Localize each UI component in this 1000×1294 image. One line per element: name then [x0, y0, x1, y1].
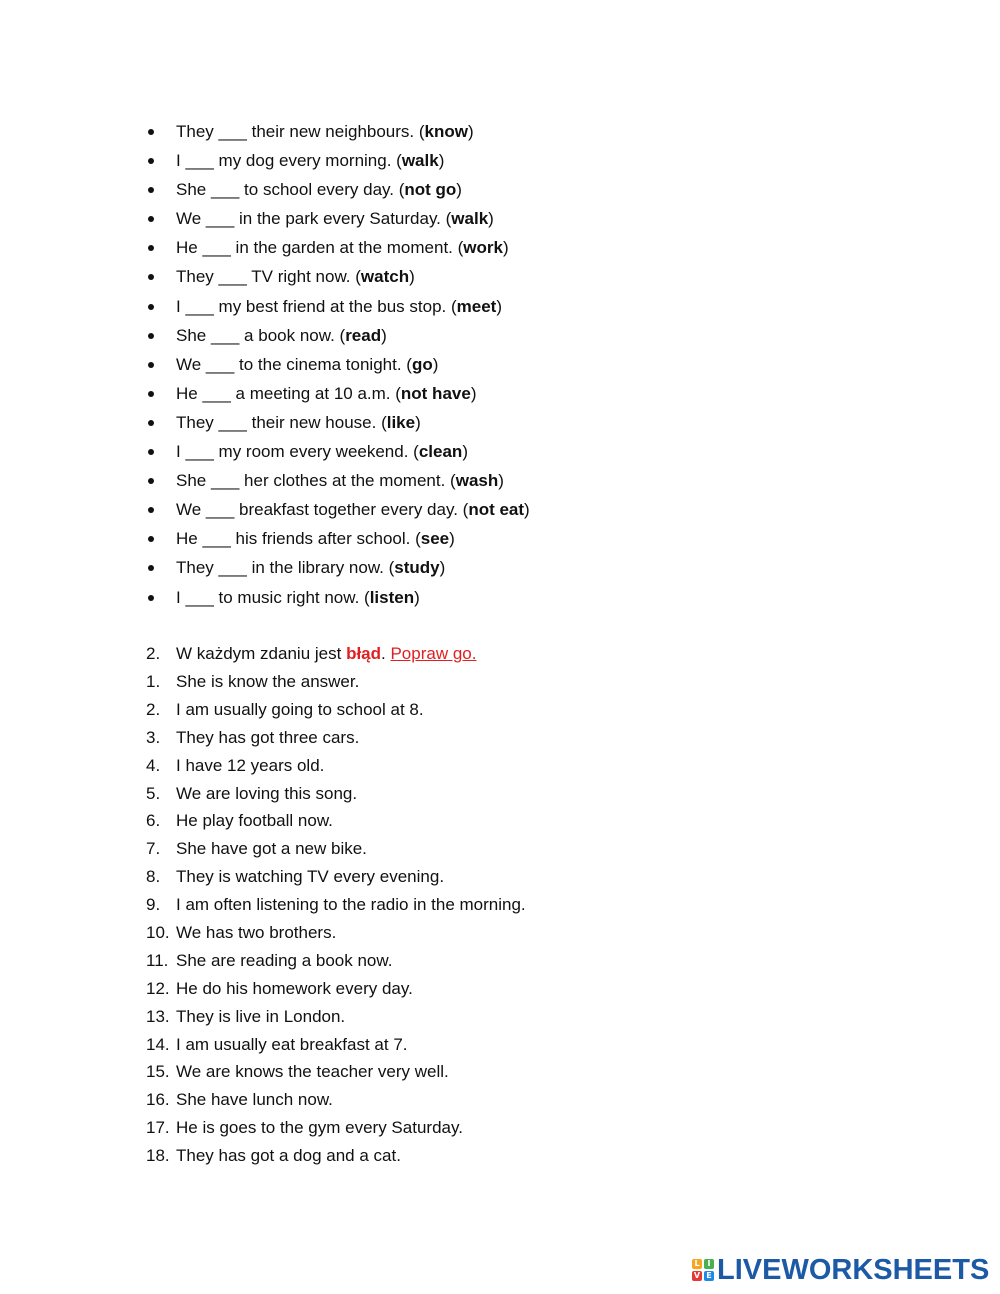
list-item [146, 975, 526, 1003]
verb-hint: read [345, 325, 382, 345]
instruction-text: W każdym zdaniu jest [176, 644, 347, 663]
verb-hint: wash [455, 471, 499, 491]
sentence-text: I ___ to music right now. ( [176, 587, 370, 607]
item-number: 3. [146, 727, 161, 747]
list-item [146, 891, 526, 919]
sentence-text: He ___ a meeting at 10 a.m. ( [176, 383, 401, 403]
sentence-text: We ___ to the cinema tonight. ( [176, 354, 412, 374]
instruction-period: . [381, 644, 391, 663]
bullet-item [146, 321, 530, 350]
list-item [146, 1058, 526, 1086]
sentence-text: We are knows the teacher very well. [176, 1062, 449, 1082]
verb-hint: meet [456, 296, 497, 316]
exercise-2-number: 2. [146, 644, 161, 663]
sentence-text: I ___ my room every weekend. ( [176, 442, 419, 462]
item-number: 17. [146, 1118, 170, 1138]
item-number: 16. [146, 1090, 170, 1110]
closing-paren: ) [470, 383, 477, 403]
verb-hint: not eat [468, 500, 525, 520]
exercise-2-list [146, 668, 526, 1170]
verb-hint: see [420, 529, 450, 549]
verb-hint: walk [401, 151, 439, 171]
closing-paren: ) [496, 296, 503, 316]
sentence-text: I ___ my dog every morning. ( [176, 151, 402, 171]
closing-paren: ) [409, 267, 415, 287]
item-number: 2. [146, 699, 161, 719]
bullet-item [146, 553, 530, 582]
list-item [146, 807, 526, 835]
item-number: 9. [146, 895, 161, 915]
item-number: 18. [146, 1146, 170, 1166]
closing-paren: ) [438, 151, 445, 171]
sentence-text: We are loving this song. [176, 783, 358, 803]
sentence-text: He ___ his friends after school. ( [176, 529, 421, 549]
list-item [146, 752, 526, 780]
sentence-text: She ___ her clothes at the moment. ( [176, 471, 456, 491]
closing-paren: ) [439, 558, 446, 578]
instruction-fix-text: Popraw go. [390, 644, 477, 663]
sentence-text: I am usually eat breakfast at 7. [176, 1034, 408, 1054]
item-number: 8. [146, 867, 161, 887]
sentence-text: We ___ in the park every Saturday. ( [176, 209, 452, 229]
verb-hint: not have [400, 383, 471, 403]
bullet-dot-icon [148, 391, 154, 397]
bullet-item [146, 408, 530, 437]
sentence-text: He ___ in the garden at the moment. ( [176, 238, 464, 258]
closing-paren: ) [432, 354, 439, 374]
closing-paren: ) [462, 442, 468, 462]
bullet-dot-icon [148, 362, 154, 368]
closing-paren: ) [415, 412, 421, 432]
sentence-text: We has two brothers. [176, 923, 337, 943]
item-number: 10. [146, 923, 170, 943]
sentence-text: She have got a new bike. [176, 839, 367, 859]
bullet-item [146, 437, 530, 466]
item-number: 5. [146, 783, 161, 803]
bullet-item [146, 262, 530, 291]
bullet-dot-icon [148, 216, 154, 222]
list-item [146, 919, 526, 947]
sentence-text: They ___ their new house. ( [176, 412, 387, 432]
instruction-error-word: błąd [346, 644, 382, 663]
closing-paren: ) [381, 325, 387, 345]
bullet-dot-icon [148, 478, 154, 484]
sentence-text: She have lunch now. [176, 1090, 333, 1110]
closing-paren: ) [414, 587, 420, 607]
bullet-item [146, 175, 530, 204]
bullet-dot-icon [148, 507, 154, 513]
bullet-dot-icon [148, 420, 154, 426]
sentence-text: They is live in London. [176, 1006, 346, 1026]
list-item [146, 1086, 526, 1114]
sentence-text: They ___ in the library now. ( [176, 558, 395, 578]
sentence-text: I ___ my best friend at the bus stop. ( [176, 296, 457, 316]
verb-hint: not go [404, 180, 457, 200]
bullet-item [146, 233, 530, 262]
item-number: 12. [146, 978, 170, 998]
item-number: 14. [146, 1034, 170, 1054]
sentence-text: He is goes to the gym every Saturday. [176, 1118, 463, 1138]
closing-paren: ) [468, 122, 474, 141]
bullet-item [146, 117, 530, 146]
sentence-text: She is know the answer. [176, 672, 360, 691]
sentence-text: She are reading a book now. [176, 950, 393, 970]
liveworksheets-logo [692, 1254, 989, 1286]
sentence-text: He do his homework every day. [176, 978, 413, 998]
verb-hint: work [463, 238, 503, 258]
list-item [146, 696, 526, 724]
verb-hint: clean [418, 442, 463, 462]
verb-hint: study [394, 558, 440, 578]
sentence-text: She ___ a book now. ( [176, 325, 346, 345]
bullet-dot-icon [148, 304, 154, 310]
verb-hint: like [386, 412, 416, 432]
bullet-dot-icon [148, 536, 154, 542]
sentence-text: They is watching TV every evening. [176, 867, 445, 887]
list-item [146, 1142, 526, 1170]
logo-mark-square: E [704, 1271, 714, 1281]
closing-paren: ) [488, 209, 494, 229]
list-item [146, 1003, 526, 1031]
logo-mark-square: V [693, 1271, 701, 1280]
list-item [146, 947, 526, 975]
verb-hint: watch [360, 267, 410, 287]
sentence-text: She ___ to school every day. ( [176, 180, 405, 200]
bullet-item [146, 379, 530, 408]
closing-paren: ) [456, 180, 462, 200]
bullet-item [146, 204, 530, 233]
bullet-dot-icon [148, 595, 154, 601]
sentence-text: He play football now. [176, 811, 333, 831]
closing-paren: ) [524, 500, 530, 520]
sentence-text: They ___ their new neighbours. ( [176, 122, 425, 141]
list-item [146, 724, 526, 752]
verb-hint: walk [451, 209, 489, 229]
sentence-text: They has got three cars. [176, 727, 360, 747]
exercise-1-list [146, 117, 530, 612]
bullet-dot-icon [148, 245, 154, 251]
bullet-dot-icon [148, 449, 154, 455]
sentence-text: I have 12 years old. [176, 755, 325, 775]
bullet-dot-icon [148, 565, 154, 571]
verb-hint: go [411, 354, 433, 374]
item-number: 15. [146, 1062, 170, 1082]
bullet-item [146, 495, 530, 524]
bullet-dot-icon [148, 129, 154, 135]
list-item [146, 780, 526, 808]
bullet-item [146, 292, 530, 321]
list-item [146, 1114, 526, 1142]
list-item [146, 863, 526, 891]
verb-hint: know [424, 122, 468, 141]
bullet-dot-icon [148, 333, 154, 339]
bullet-item [146, 146, 530, 175]
list-item [146, 835, 526, 863]
item-number: 6. [146, 811, 161, 831]
exercise-2-instruction [146, 640, 476, 668]
bullet-dot-icon [148, 187, 154, 193]
closing-paren: ) [449, 529, 455, 549]
bullet-dot-icon [148, 274, 154, 280]
list-item [146, 1031, 526, 1059]
sentence-text: They has got a dog and a cat. [176, 1146, 401, 1166]
bullet-item [146, 524, 530, 553]
logo-mark-square: I [704, 1259, 714, 1269]
closing-paren: ) [502, 238, 509, 258]
item-number: 7. [146, 839, 161, 859]
logo-mark-icon [692, 1259, 714, 1281]
sentence-text: We ___ breakfast together every day. ( [176, 500, 469, 520]
item-number: 11. [146, 950, 169, 970]
sentence-text: I am usually going to school at 8. [176, 699, 424, 719]
bullet-item [146, 466, 530, 495]
item-number: 1. [146, 672, 161, 691]
logo-text: LIVEWORKSHEETS [717, 1254, 990, 1286]
list-item [146, 668, 526, 696]
item-number: 13. [146, 1006, 170, 1026]
bullet-dot-icon [148, 158, 154, 164]
closing-paren: ) [498, 471, 504, 491]
sentence-text: I am often listening to the radio in the morning. [176, 895, 526, 915]
verb-hint: listen [369, 587, 415, 607]
sentence-text: They ___ TV right now. ( [176, 267, 361, 287]
logo-mark-square: L [692, 1259, 702, 1269]
bullet-item [146, 350, 530, 379]
bullet-item [146, 583, 530, 612]
item-number: 4. [146, 755, 161, 775]
